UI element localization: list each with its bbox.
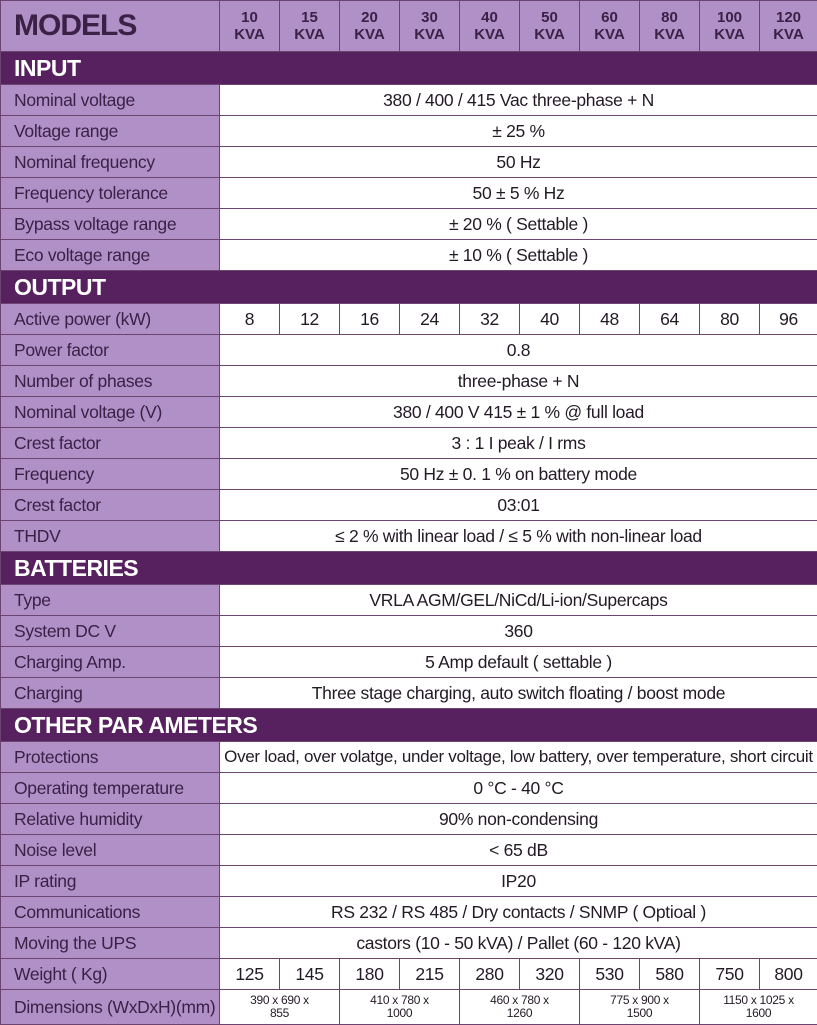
spec-label: Crest factor bbox=[1, 428, 220, 459]
model-column-header bbox=[700, 1, 760, 52]
spec-value: 3 : 1 I peak / I rms bbox=[220, 428, 817, 459]
dimension-line2: 1000 bbox=[340, 1007, 459, 1020]
spec-label: Noise level bbox=[1, 835, 220, 866]
models-header-row bbox=[1, 1, 817, 52]
spec-value: Three stage charging, auto switch floating / boost mode bbox=[220, 678, 817, 709]
spec-row bbox=[1, 897, 817, 928]
section-header-row bbox=[1, 271, 817, 304]
spec-value-cell: 215 bbox=[400, 959, 460, 990]
spec-value-cell: 96 bbox=[760, 304, 817, 335]
model-rating: 15 bbox=[280, 9, 339, 26]
spec-value: castors (10 - 50 kVA) / Pallet (60 - 120 kVA) bbox=[220, 928, 817, 959]
model-unit: KVA bbox=[280, 26, 339, 43]
spec-label: IP rating bbox=[1, 866, 220, 897]
model-unit: KVA bbox=[760, 26, 817, 43]
spec-label: Communications bbox=[1, 897, 220, 928]
model-unit: KVA bbox=[220, 26, 279, 43]
model-rating: 20 bbox=[340, 9, 399, 26]
spec-value: Over load, over volatge, under voltage, low battery, over temperature, short circuit bbox=[220, 742, 817, 773]
model-column-header bbox=[340, 1, 400, 52]
spec-value-cell: 280 bbox=[460, 959, 520, 990]
spec-value: ± 25 % bbox=[220, 116, 817, 147]
model-unit: KVA bbox=[700, 26, 759, 43]
spec-row bbox=[1, 490, 817, 521]
spec-row bbox=[1, 521, 817, 552]
spec-row bbox=[1, 928, 817, 959]
dimension-line2: 1260 bbox=[460, 1007, 579, 1020]
section-title: OUTPUT bbox=[1, 271, 817, 304]
model-column-header bbox=[760, 1, 817, 52]
spec-value: ≤ 2 % with linear load / ≤ 5 % with non-linear load bbox=[220, 521, 817, 552]
model-rating: 40 bbox=[460, 9, 519, 26]
spec-row bbox=[1, 335, 817, 366]
spec-value: 50 Hz bbox=[220, 147, 817, 178]
spec-value-cell: 800 bbox=[760, 959, 817, 990]
spec-label: Charging bbox=[1, 678, 220, 709]
spec-label: Eco voltage range bbox=[1, 240, 220, 271]
spec-value: three-phase + N bbox=[220, 366, 817, 397]
model-unit: KVA bbox=[640, 26, 699, 43]
spec-value: 50 Hz ± 0. 1 % on battery mode bbox=[220, 459, 817, 490]
spec-row bbox=[1, 147, 817, 178]
spec-label: Operating temperature bbox=[1, 773, 220, 804]
section-title: OTHER PAR AMETERS bbox=[1, 709, 817, 742]
section-header-row bbox=[1, 552, 817, 585]
spec-value-cell: 64 bbox=[640, 304, 700, 335]
spec-row bbox=[1, 85, 817, 116]
spec-row bbox=[1, 959, 817, 990]
spec-row bbox=[1, 209, 817, 240]
model-column-header bbox=[460, 1, 520, 52]
spec-value-cell: 180 bbox=[340, 959, 400, 990]
spec-row bbox=[1, 647, 817, 678]
spec-value: VRLA AGM/GEL/NiCd/Li-ion/Supercaps bbox=[220, 585, 817, 616]
spec-value: 0.8 bbox=[220, 335, 817, 366]
spec-value: 380 / 400 / 415 Vac three-phase + N bbox=[220, 85, 817, 116]
dimension-line2: 1500 bbox=[580, 1007, 699, 1020]
model-rating: 100 bbox=[700, 9, 759, 26]
spec-row bbox=[1, 428, 817, 459]
dimension-cell bbox=[580, 990, 700, 1025]
dimension-line2: 1600 bbox=[700, 1007, 817, 1020]
spec-label: Number of phases bbox=[1, 366, 220, 397]
spec-row bbox=[1, 866, 817, 897]
model-unit: KVA bbox=[520, 26, 579, 43]
spec-value-cell: 8 bbox=[220, 304, 280, 335]
spec-label: Relative humidity bbox=[1, 804, 220, 835]
spec-row bbox=[1, 616, 817, 647]
spec-row bbox=[1, 397, 817, 428]
model-unit: KVA bbox=[340, 26, 399, 43]
model-column-header bbox=[640, 1, 700, 52]
spec-row bbox=[1, 459, 817, 490]
spec-value-cell: 80 bbox=[700, 304, 760, 335]
dimension-line1: 775 x 900 x bbox=[580, 994, 699, 1007]
spec-row bbox=[1, 678, 817, 709]
spec-label: Charging Amp. bbox=[1, 647, 220, 678]
model-unit: KVA bbox=[580, 26, 639, 43]
spec-label: Nominal voltage bbox=[1, 85, 220, 116]
spec-label: Nominal frequency bbox=[1, 147, 220, 178]
section-header-row bbox=[1, 709, 817, 742]
spec-label: Crest factor bbox=[1, 490, 220, 521]
model-column-header bbox=[220, 1, 280, 52]
model-unit: KVA bbox=[460, 26, 519, 43]
dimension-cell bbox=[220, 990, 340, 1025]
models-label: MODELS bbox=[1, 1, 220, 52]
spec-value: 380 / 400 V 415 ± 1 % @ full load bbox=[220, 397, 817, 428]
spec-label: Type bbox=[1, 585, 220, 616]
spec-value: ± 10 % ( Settable ) bbox=[220, 240, 817, 271]
dimension-line2: 855 bbox=[220, 1007, 339, 1020]
spec-value: 5 Amp default ( settable ) bbox=[220, 647, 817, 678]
spec-value-cell: 580 bbox=[640, 959, 700, 990]
spec-value: IP20 bbox=[220, 866, 817, 897]
spec-value-cell: 40 bbox=[520, 304, 580, 335]
dimension-line1: 410 x 780 x bbox=[340, 994, 459, 1007]
spec-label: THDV bbox=[1, 521, 220, 552]
dimension-line1: 1150 x 1025 x bbox=[700, 994, 817, 1007]
dimension-cell bbox=[340, 990, 460, 1025]
spec-value: 50 ± 5 % Hz bbox=[220, 178, 817, 209]
spec-value-cell: 320 bbox=[520, 959, 580, 990]
model-rating: 50 bbox=[520, 9, 579, 26]
spec-label: Voltage range bbox=[1, 116, 220, 147]
dimension-cell bbox=[700, 990, 817, 1025]
spec-row bbox=[1, 116, 817, 147]
spec-label: Active power (kW) bbox=[1, 304, 220, 335]
spec-label: System DC V bbox=[1, 616, 220, 647]
spec-row bbox=[1, 585, 817, 616]
spec-value-cell: 12 bbox=[280, 304, 340, 335]
spec-value: RS 232 / RS 485 / Dry contacts / SNMP ( Optioal ) bbox=[220, 897, 817, 928]
spec-label: Nominal voltage (V) bbox=[1, 397, 220, 428]
spec-row bbox=[1, 240, 817, 271]
spec-row bbox=[1, 990, 817, 1025]
spec-label: Bypass voltage range bbox=[1, 209, 220, 240]
spec-row bbox=[1, 742, 817, 773]
spec-label: Weight ( Kg) bbox=[1, 959, 220, 990]
spec-value-cell: 16 bbox=[340, 304, 400, 335]
spec-value: ± 20 % ( Settable ) bbox=[220, 209, 817, 240]
spec-row bbox=[1, 178, 817, 209]
spec-label: Frequency tolerance bbox=[1, 178, 220, 209]
spec-value-cell: 530 bbox=[580, 959, 640, 990]
model-rating: 10 bbox=[220, 9, 279, 26]
spec-value-cell: 48 bbox=[580, 304, 640, 335]
section-title: BATTERIES bbox=[1, 552, 817, 585]
spec-value: 90% non-condensing bbox=[220, 804, 817, 835]
model-column-header bbox=[520, 1, 580, 52]
model-rating: 60 bbox=[580, 9, 639, 26]
section-title: INPUT bbox=[1, 52, 817, 85]
spec-row bbox=[1, 804, 817, 835]
spec-row bbox=[1, 304, 817, 335]
spec-value: 0 °C - 40 °C bbox=[220, 773, 817, 804]
spec-label: Frequency bbox=[1, 459, 220, 490]
model-column-header bbox=[400, 1, 460, 52]
spec-value-cell: 145 bbox=[280, 959, 340, 990]
spec-value: 03:01 bbox=[220, 490, 817, 521]
spec-label: Dimensions (WxDxH)(mm) bbox=[1, 990, 220, 1025]
spec-row bbox=[1, 835, 817, 866]
spec-row bbox=[1, 773, 817, 804]
section-header-row bbox=[1, 52, 817, 85]
spec-value: < 65 dB bbox=[220, 835, 817, 866]
spec-value-cell: 24 bbox=[400, 304, 460, 335]
spec-value-cell: 32 bbox=[460, 304, 520, 335]
model-unit: KVA bbox=[400, 26, 459, 43]
spec-value-cell: 750 bbox=[700, 959, 760, 990]
model-rating: 120 bbox=[760, 9, 817, 26]
spec-value: 360 bbox=[220, 616, 817, 647]
spec-label: Power factor bbox=[1, 335, 220, 366]
dimension-line1: 460 x 780 x bbox=[460, 994, 579, 1007]
dimension-cell bbox=[460, 990, 580, 1025]
model-column-header bbox=[580, 1, 640, 52]
model-column-header bbox=[280, 1, 340, 52]
model-rating: 30 bbox=[400, 9, 459, 26]
model-rating: 80 bbox=[640, 9, 699, 26]
dimension-line1: 390 x 690 x bbox=[220, 994, 339, 1007]
spec-row bbox=[1, 366, 817, 397]
spec-label: Protections bbox=[1, 742, 220, 773]
spec-value-cell: 125 bbox=[220, 959, 280, 990]
spec-label: Moving the UPS bbox=[1, 928, 220, 959]
